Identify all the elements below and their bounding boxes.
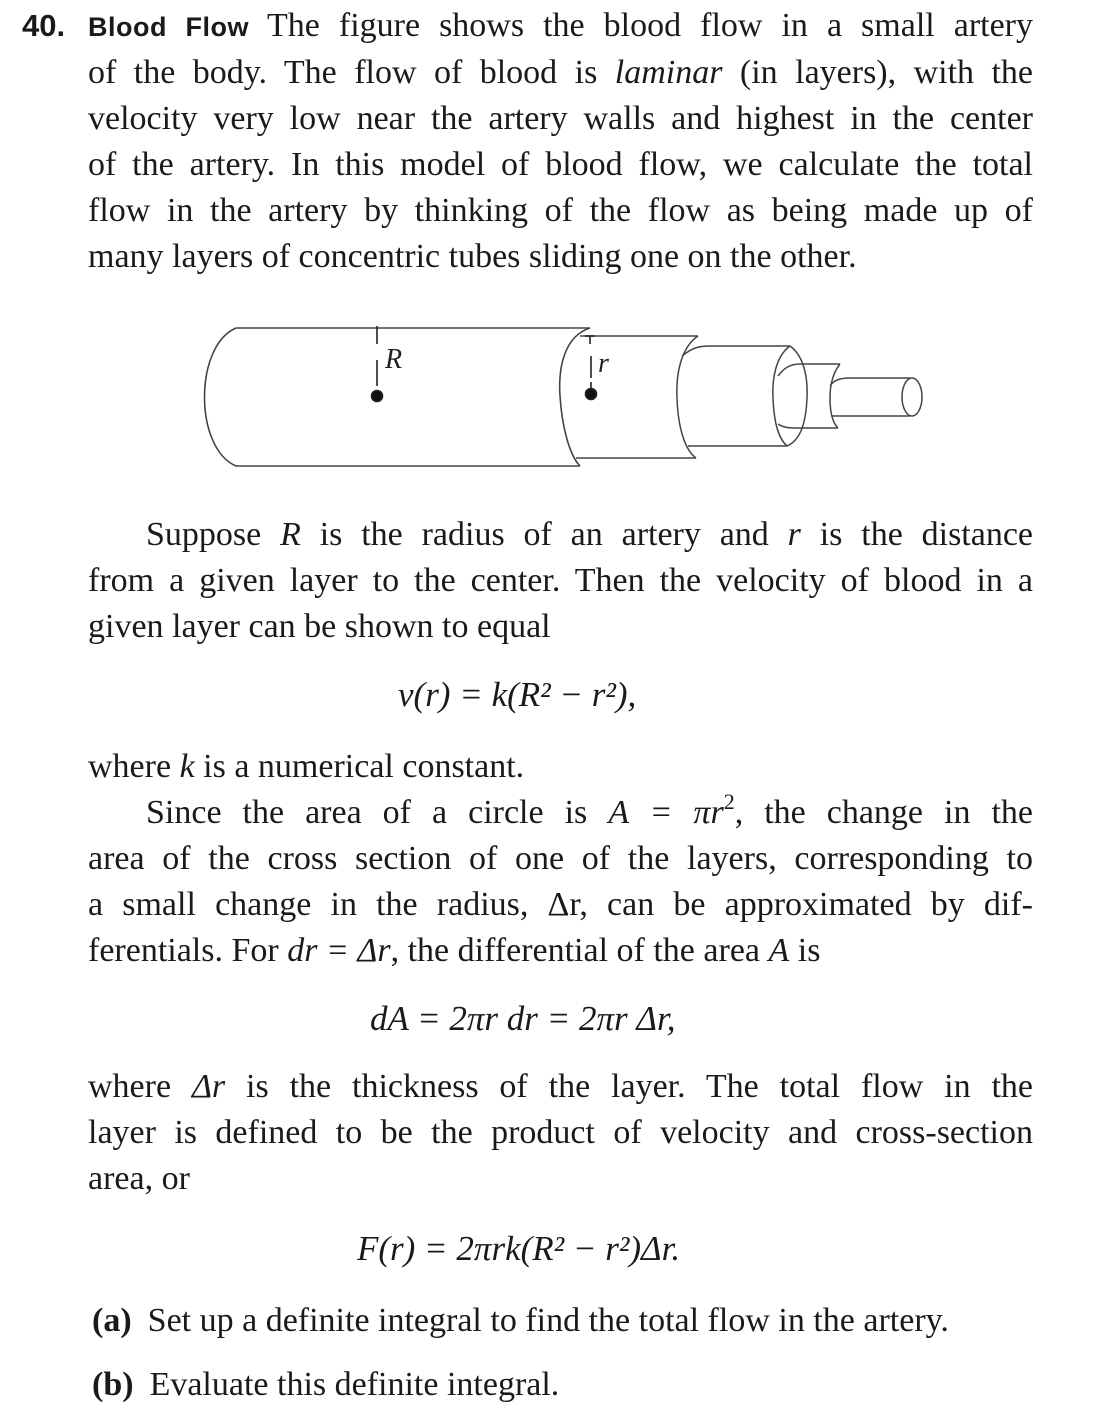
body2-line-4: a small change in the radius, Δr, can be approximated by dif- — [88, 886, 1033, 923]
label-R: R — [385, 344, 403, 375]
flow-paragraph — [88, 1064, 1033, 1202]
inner-tube — [830, 378, 922, 416]
artery-figure — [190, 316, 950, 476]
definition-paragraph — [88, 512, 1033, 650]
body3-line-2: layer is defined to be the product of velocity and cross-section — [88, 1114, 1033, 1151]
intro-line-6: many layers of concentric tubes sliding one on the other. — [88, 238, 857, 275]
body2-line-2: Since the area of a circle is $A = \pi r^2$, the change in the — [146, 789, 1034, 831]
intro-line-1: Blood Flow The figure shows the blood flow in a small artery — [88, 7, 1034, 44]
radius-R-marker — [372, 326, 383, 402]
fourth-tube — [778, 364, 840, 428]
body2-line-5: ferentials. For dr = Δr, the differential of the area A is — [88, 932, 821, 969]
part-a-text: Set up a definite integral to find the total flow in the artery. — [147, 1302, 949, 1339]
third-tube — [682, 346, 807, 446]
part-b-text: Evaluate this definite integral. — [149, 1366, 560, 1403]
intro-line-3: velocity very low near the artery walls and highest in the center — [88, 100, 1033, 137]
part-a — [92, 1298, 949, 1344]
intro-line-4: of the artery. In this model of blood flow, we calculate the total — [88, 146, 1033, 183]
intro-line-2: of the body. The flow of blood is laminar (in layers), with the — [88, 54, 1034, 91]
velocity-equation: v(r) = k(R² − r²), — [398, 675, 637, 714]
differential-equation: dA = 2πr dr = 2πr Δr, — [370, 999, 676, 1038]
body2-line-1: where k is a numerical constant. — [88, 748, 525, 785]
intro-line-5: flow in the artery by thinking of the flow as being made up of — [88, 192, 1033, 229]
label-r: r — [598, 348, 609, 379]
problem-title: Blood Flow — [88, 12, 249, 42]
body2-line-3: area of the cross section of one of the layers, corresponding to — [88, 840, 1033, 877]
part-b — [92, 1362, 559, 1408]
area-paragraph — [88, 744, 1033, 974]
body3-line-3: area, or — [88, 1160, 190, 1197]
part-b-label: (b) — [92, 1366, 134, 1403]
intro-paragraph — [88, 3, 1033, 280]
body1-line-2: from a given layer to the center. Then the velocity of blood in a — [88, 562, 1033, 599]
part-a-label: (a) — [92, 1302, 132, 1339]
body3-line-1: where Δr is the thickness of the layer. The total flow in the — [88, 1068, 1034, 1105]
problem-number: 40. — [22, 8, 66, 43]
radius-r-marker — [585, 336, 597, 400]
body1-line-1: Suppose R is the radius of an artery and r is the distance — [146, 516, 1034, 553]
flow-equation: F(r) = 2πrk(R² − r²)Δr. — [357, 1229, 681, 1268]
laminar-emphasis: laminar — [614, 54, 723, 91]
body1-line-3: given layer can be shown to equal — [88, 608, 551, 645]
